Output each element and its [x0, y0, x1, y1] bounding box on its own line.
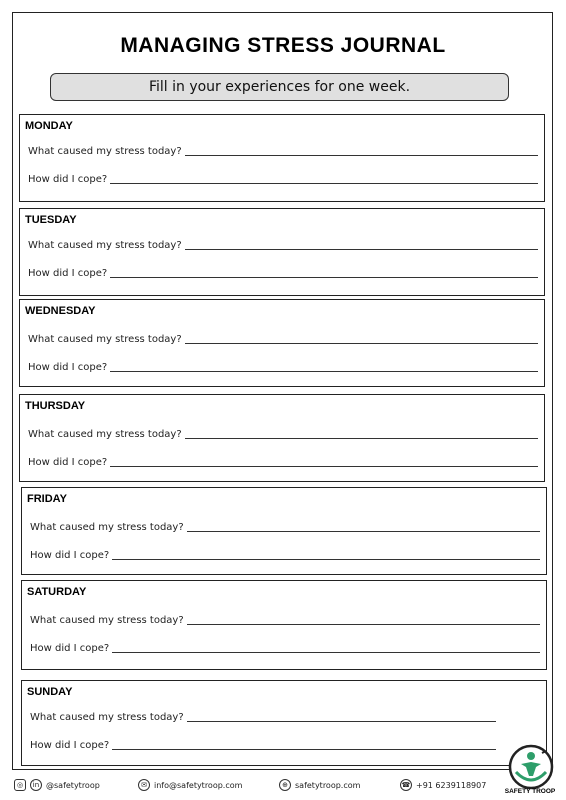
email-icon: ✉: [138, 779, 150, 791]
day-section-sunday: [21, 680, 547, 766]
question-label: How did I cope?: [28, 174, 108, 185]
email-address: info@safetytroop.com: [154, 780, 243, 790]
answer-line[interactable]: [110, 466, 538, 467]
day-title: SUNDAY: [27, 686, 73, 698]
footer-social[interactable]: [14, 779, 100, 791]
instruction-banner: Fill in your experiences for one week.: [50, 73, 509, 101]
answer-line[interactable]: [185, 155, 538, 156]
question-label: What caused my stress today?: [28, 429, 182, 440]
question-row-cause: [28, 332, 538, 346]
footer-email[interactable]: [138, 779, 242, 791]
day-section-tuesday: [19, 208, 545, 296]
footer-phone[interactable]: [400, 779, 486, 791]
answer-line[interactable]: [187, 721, 496, 722]
question-label: What caused my stress today?: [28, 334, 182, 345]
day-title: FRIDAY: [27, 493, 67, 505]
answer-line[interactable]: [185, 343, 538, 344]
phone-number: +91 6239118907: [416, 780, 487, 790]
answer-line[interactable]: [185, 438, 538, 439]
question-row-cause: [30, 520, 540, 534]
page-title: MANAGING STRESS JOURNAL: [120, 34, 446, 57]
question-row-cope: [30, 641, 540, 655]
question-row-cause: [30, 710, 540, 724]
answer-line[interactable]: [110, 371, 538, 372]
answer-line[interactable]: [110, 277, 538, 278]
day-section-thursday: [19, 394, 545, 482]
question-row-cope: [28, 455, 538, 469]
question-label: What caused my stress today?: [30, 712, 184, 723]
question-row-cope: [28, 266, 538, 280]
question-row-cause: [28, 238, 538, 252]
social-handle: @safetytroop: [46, 780, 100, 790]
day-title: WEDNESDAY: [25, 305, 96, 317]
day-section-saturday: [21, 580, 547, 670]
question-label: How did I cope?: [28, 457, 108, 468]
question-label: How did I cope?: [30, 740, 110, 751]
day-section-wednesday: [19, 299, 545, 387]
footer: [0, 775, 566, 799]
question-label: How did I cope?: [28, 268, 108, 279]
footer-website[interactable]: [279, 779, 360, 791]
linkedin-icon: in: [30, 779, 42, 791]
day-title: SATURDAY: [27, 586, 87, 598]
day-title: MONDAY: [25, 120, 73, 132]
question-row-cope: [28, 360, 538, 374]
question-label: How did I cope?: [30, 550, 110, 561]
question-row-cause: [28, 427, 538, 441]
question-label: What caused my stress today?: [30, 522, 184, 533]
question-row-cope: [28, 172, 538, 186]
answer-line[interactable]: [112, 749, 496, 750]
day-title: THURSDAY: [25, 400, 86, 412]
day-section-monday: [19, 114, 545, 202]
answer-line[interactable]: [110, 183, 538, 184]
question-label: What caused my stress today?: [30, 615, 184, 626]
safety-troop-logo-icon: [506, 742, 556, 792]
question-row-cope: [30, 548, 540, 562]
website-url: safetytroop.com: [295, 780, 361, 790]
answer-line[interactable]: [187, 531, 540, 532]
instagram-icon: ◎: [14, 779, 26, 791]
question-row-cope: [30, 738, 540, 752]
question-label: What caused my stress today?: [28, 146, 182, 157]
question-row-cause: [28, 144, 538, 158]
brand-name: SAFETY TROOP: [504, 788, 556, 795]
question-row-cause: [30, 613, 540, 627]
phone-icon: ☎: [401, 781, 411, 789]
globe-icon: ⊕: [279, 779, 291, 791]
day-section-friday: [21, 487, 547, 575]
question-label: How did I cope?: [30, 643, 110, 654]
day-title: TUESDAY: [25, 214, 77, 226]
answer-line[interactable]: [112, 652, 540, 653]
question-label: How did I cope?: [28, 362, 108, 373]
answer-line[interactable]: [187, 624, 540, 625]
question-label: What caused my stress today?: [28, 240, 182, 251]
answer-line[interactable]: [185, 249, 538, 250]
answer-line[interactable]: [112, 559, 540, 560]
